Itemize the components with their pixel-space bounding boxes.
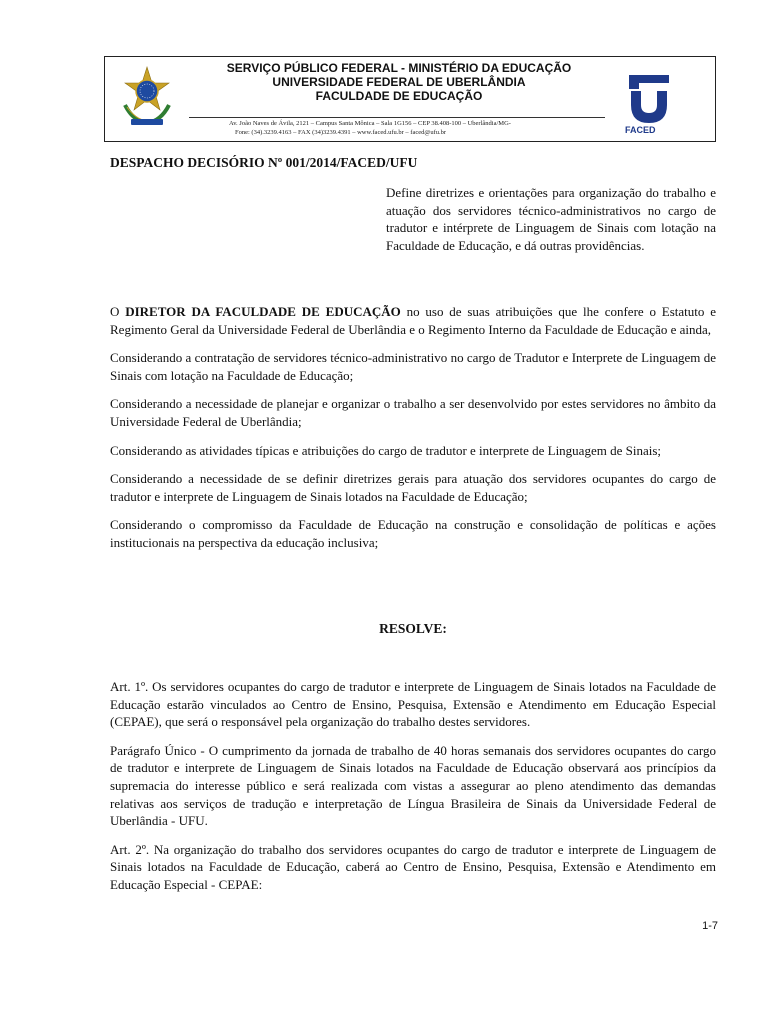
letterhead-line-2: UNIVERSIDADE FEDERAL DE UBERLÂNDIA — [272, 75, 526, 89]
considerando-paragraph: Considerando o compromisso da Faculdade de Educação na construção e consolidação de políticas e ações institucionais na perspectiva da educação inclusiva; — [110, 517, 716, 550]
preamble-rest: no uso de suas atribuições que lhe confere o Estatuto e Regimento Geral da Universidade Federal de Uberlândia e o Regimento Interno da Faculdade de Educação e ainda, — [110, 304, 716, 337]
considerando-paragraph: Considerando a necessidade de se definir diretrizes gerais para atuação dos servidores ocupantes do cargo de tradutor e interprete de Linguagem de Sinais lotados na Faculdade de Educação; — [110, 471, 716, 504]
preamble-lead: O — [110, 304, 126, 319]
preamble-bold: DIRETOR DA FACULDADE DE EDUCAÇÃO — [125, 304, 401, 319]
logo-text: FACED — [625, 125, 656, 135]
preamble — [110, 303, 716, 338]
brazil-coat-of-arms-icon — [119, 65, 175, 129]
letterhead-line-3: FACULDADE DE EDUCAÇÃO — [315, 89, 483, 103]
considerando-paragraph: Considerando a necessidade de planejar e organizar o trabalho a ser desenvolvido por estes servidores no âmbito da Universidade Federal de Uberlândia; — [110, 396, 716, 429]
letterhead — [104, 56, 716, 142]
considerando-paragraph: Considerando a contratação de servidores técnico-administrativo no cargo de Tradutor e Interprete de Linguagem de Sinais com lotação na Faculdade de Educação; — [110, 350, 716, 383]
address-line-1: Av. João Naves de Ávila, 2121 – Campus Santa Mônica – Sala 1G156 – CEP 38.408-100 – Uberlândia/MG- — [229, 120, 511, 127]
resolve-heading: RESOLVE: — [379, 621, 447, 636]
letterhead-address — [229, 119, 609, 137]
document-ementa: Define diretrizes e orientações para organização do trabalho e atuação dos servidores técnico-administrativos no cargo de tradutor e intérprete de Linguagem de Sinais com lotação na Faculdade de Educação, e dá outras providências. — [386, 185, 716, 253]
page-number: 1-7 — [702, 920, 718, 932]
faced-logo-icon — [621, 71, 677, 135]
article-paragraph: Art. 1º. Os servidores ocupantes do cargo de tradutor e interprete de Linguagem de Sinais lotados na Faculdade de Educação estarão vinculados ao Centro de Ensino, Pesquisa, Extensão e Atendimento em Educação Especial (CEPAE), que será o responsável pela organização do trabalho destes servidores. — [110, 679, 716, 730]
document-title: DESPACHO DECISÓRIO Nº 001/2014/FACED/UFU — [110, 155, 418, 170]
address-line-2: Fone: (34).3239.4163 – FAX (34)3239.4391 – www.faced.ufu.br – faced@ufu.br — [235, 129, 447, 136]
letterhead-line-1: SERVIÇO PÚBLICO FEDERAL - MINISTÉRIO DA EDUCAÇÃO — [226, 61, 572, 75]
considerando-paragraph: Considerando as atividades típicas e atribuições do cargo de tradutor e interprete de Linguagem de Sinais; — [110, 442, 662, 458]
document-body — [110, 303, 716, 563]
letterhead-divider — [189, 117, 605, 118]
article-paragraph: Art. 2º. Na organização do trabalho dos servidores ocupantes do cargo de tradutor e interprete de Linguagem de Sinais lotados na Faculdade de Educação, caberá ao Centro de Ensino, Pesquisa, Extensão e Atendimento em Educação Especial - CEPAE: — [110, 841, 716, 892]
letterhead-title — [185, 61, 613, 103]
article-paragraph: Parágrafo Único - O cumprimento da jornada de trabalho de 40 horas semanais dos servidores ocupantes do cargo de tradutor e interprete de Linguagem de Sinais lotados na Faculdade de Educação observará aos princípios da supremacia do interesse público e será realizada com vistas a assegurar ao pleno atendimento das demandas relativas aos serviços de tradução e interpretação de Língua Brasileira de Sinais da Universidade Federal de Uberlândia - UFU. — [110, 742, 716, 829]
document-articles — [110, 678, 716, 905]
